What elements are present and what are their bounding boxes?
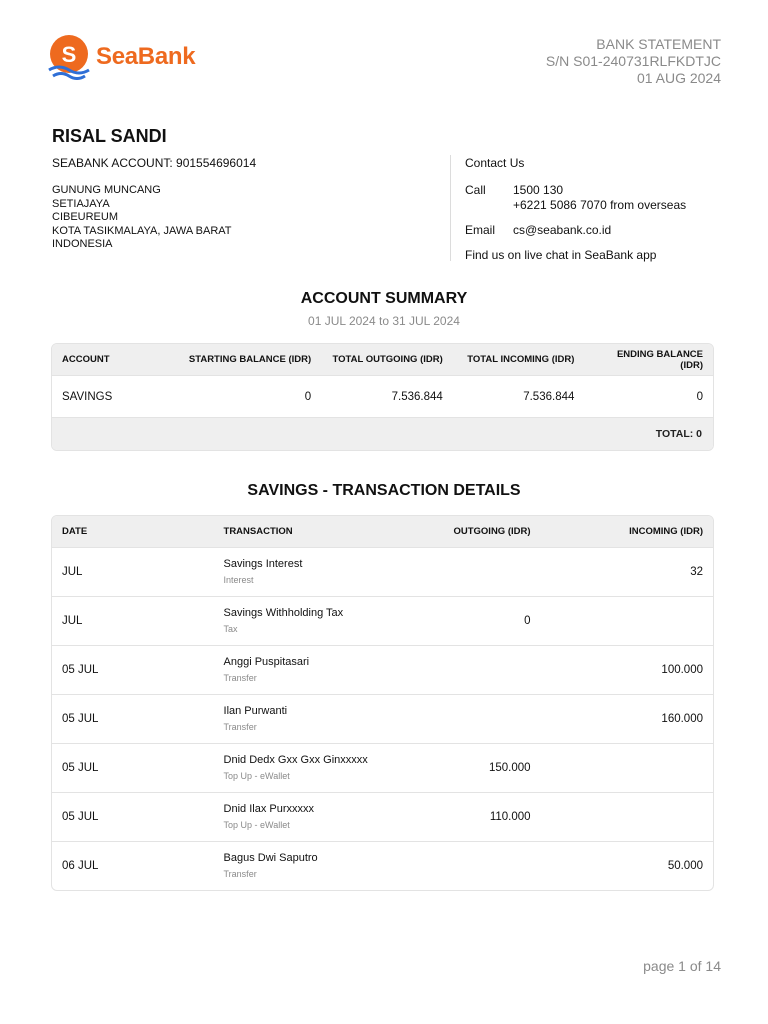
summary-period: 01 JUL 2024 to 31 JUL 2024: [308, 314, 460, 328]
address-line: INDONESIA: [52, 238, 113, 250]
header-ending-balance: ENDING BALANCE (IDR): [616, 348, 703, 371]
tx-outgoing: 150.000: [488, 762, 531, 774]
call-number-local[interactable]: 1500 130: [513, 183, 564, 197]
address-line: KOTA TASIKMALAYA, JAWA BARAT: [52, 224, 232, 237]
tx-type: Interest: [223, 575, 254, 585]
live-chat-text: Find us on live chat in SeaBank app: [465, 248, 657, 262]
summary-header-row: [52, 344, 713, 375]
transaction-details-title: SAVINGS - TRANSACTION DETAILS: [247, 482, 521, 499]
page-number: page 1 of 14: [643, 958, 721, 974]
logo-letter: S: [61, 42, 77, 67]
tx-type: Tax: [223, 624, 238, 634]
header-outgoing: OUTGOING (IDR): [453, 526, 531, 537]
header-total-incoming: TOTAL INCOMING (IDR): [467, 354, 575, 365]
account-summary-title: ACCOUNT SUMMARY: [300, 290, 468, 307]
tx-date: 06 JUL: [62, 860, 99, 872]
table-row: [52, 645, 713, 694]
table-row: [52, 792, 713, 841]
tx-date: 05 JUL: [62, 664, 99, 676]
tx-outgoing: 110.000: [489, 811, 531, 823]
contact-title: Contact Us: [465, 156, 525, 170]
tx-type: Top Up - eWallet: [223, 771, 290, 781]
tx-description: Savings Interest: [223, 558, 303, 570]
customer-address: [52, 184, 232, 252]
tx-description: Bagus Dwi Saputro: [223, 852, 318, 864]
transactions-header-row: [52, 516, 713, 547]
tx-description: Dnid Ilax Purxxxxx: [223, 803, 314, 815]
address-line: SETIAJAYA: [52, 197, 110, 210]
table-row: [52, 841, 713, 890]
table-row: [52, 743, 713, 792]
statement-serial: S/N S01-240731RLFKDTJC: [545, 53, 721, 69]
tx-incoming: 160.000: [661, 713, 703, 725]
tx-description: Savings Withholding Tax: [223, 607, 344, 619]
contact-email-row: [465, 223, 686, 238]
tx-date: JUL: [62, 566, 83, 578]
address-line: CIBEUREUM: [52, 211, 119, 223]
tx-incoming: 32: [690, 566, 703, 578]
tx-type: Transfer: [223, 722, 257, 732]
customer-name: RISAL SANDI: [52, 126, 167, 146]
call-label: Call: [465, 183, 486, 197]
tx-incoming: 100.000: [661, 664, 703, 676]
account-summary-table: [51, 343, 714, 451]
statement-date: 01 AUG 2024: [636, 70, 721, 86]
cell-account: SAVINGS: [62, 390, 113, 403]
header-incoming: INCOMING (IDR): [629, 526, 703, 537]
seabank-logo-icon: [46, 34, 92, 80]
summary-total: TOTAL: 0: [52, 417, 713, 450]
header-total-outgoing: TOTAL OUTGOING (IDR): [332, 354, 443, 365]
email-label: Email: [465, 223, 496, 237]
tx-type: Transfer: [223, 869, 257, 879]
table-row: [52, 375, 713, 417]
tx-description: Dnid Dedx Gxx Gxx Ginxxxxx: [223, 754, 368, 766]
call-number-overseas[interactable]: +6221 5086 7070 from overseas: [513, 198, 687, 212]
contact-block: [465, 156, 686, 262]
tx-description: Ilan Purwanti: [223, 705, 288, 717]
tx-incoming: 50.000: [667, 860, 703, 872]
cell-total-incoming: 7.536.844: [523, 390, 575, 403]
table-row: [52, 694, 713, 743]
tx-date: 05 JUL: [62, 811, 99, 823]
tx-type: Top Up - eWallet: [223, 820, 290, 830]
cell-starting-balance: 0: [304, 390, 312, 403]
tx-date: JUL: [62, 615, 83, 627]
vertical-divider: [450, 155, 451, 261]
customer-account: SEABANK ACCOUNT: 901554696014: [52, 156, 257, 170]
header-account: ACCOUNT: [62, 354, 110, 365]
tx-type: Transfer: [223, 673, 257, 683]
tx-description: Anggi Puspitasari: [223, 656, 310, 668]
cell-total-outgoing: 7.536.844: [391, 390, 443, 403]
transactions-table: [51, 515, 714, 891]
brand-name: SeaBank: [96, 43, 196, 70]
statement-meta: [546, 36, 721, 87]
seabank-logo: [46, 34, 195, 80]
header-starting-balance: STARTING BALANCE (IDR): [188, 354, 312, 365]
header-transaction: TRANSACTION: [223, 526, 293, 537]
contact-call-row: [465, 183, 686, 213]
tx-date: 05 JUL: [62, 762, 99, 774]
tx-outgoing: 0: [524, 615, 531, 627]
table-row: [52, 547, 713, 596]
table-row: [52, 596, 713, 645]
address-line: GUNUNG MUNCANG: [52, 184, 161, 196]
cell-ending-balance: 0: [696, 390, 703, 403]
tx-date: 05 JUL: [62, 713, 99, 725]
header-date: DATE: [62, 526, 88, 537]
email-link[interactable]: cs@seabank.co.id: [513, 223, 612, 237]
statement-title: BANK STATEMENT: [596, 36, 721, 52]
